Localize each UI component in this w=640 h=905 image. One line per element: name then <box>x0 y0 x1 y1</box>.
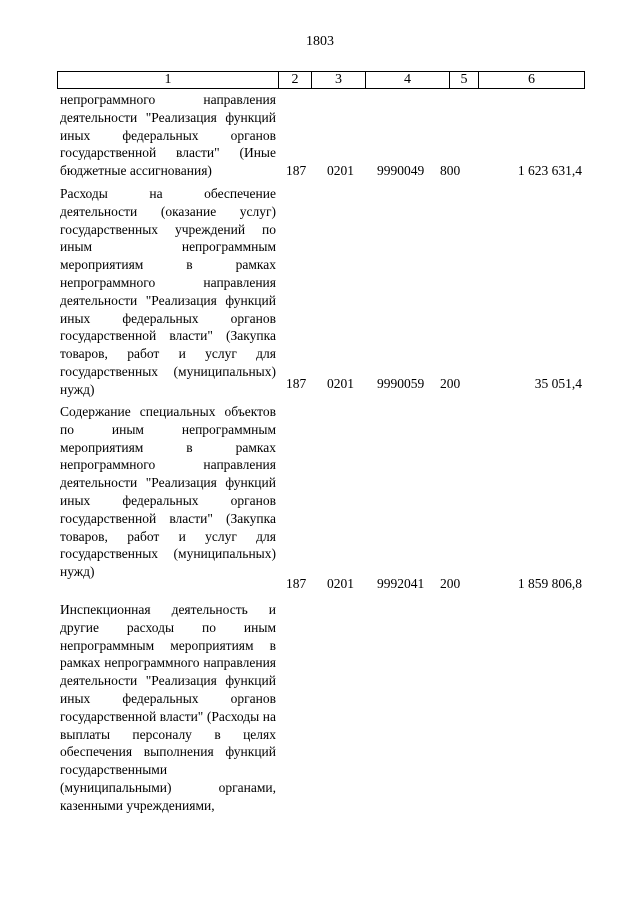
row-amount: 1 859 806,8 <box>517 576 582 591</box>
row-target-code: 9992041 <box>377 576 425 591</box>
row-description: непрограммного направления деятельности "Реализация функций иных федеральных органов государственной власти" (Иные бюджетные ассигнования) <box>60 92 276 179</box>
header-col-2: 2 <box>279 72 312 88</box>
row-admin-code: 187 <box>286 576 307 591</box>
row-admin-code: 187 <box>286 376 307 391</box>
header-col-1: 1 <box>58 72 279 88</box>
header-col-6: 6 <box>528 72 535 87</box>
row-target-code: 9990059 <box>377 376 425 391</box>
row-section-code: 0201 <box>327 163 354 178</box>
row-expense-type: 200 <box>440 576 461 591</box>
row-section-code: 0201 <box>327 576 354 591</box>
row-amount: 1 623 631,4 <box>517 163 582 178</box>
row-description: Инспекционная деятельность и другие расходы по иным непрограммным мероприятиям в рамках непрограммного направления деятельности "Реализация функций иных федеральных органов государственной власти" (Расходы на выплаты персоналу в целях обеспечения выполнения функций государственными (муниципальными) органами, казенными учреждениями, <box>60 602 276 813</box>
table-header <box>57 71 585 89</box>
row-description: Расходы на обеспечение деятельности (оказание услуг) государственных учреждений по иным непрограммным мероприятиям в рамках непрограммного направления деятельности "Реализация функций иных федеральных органов государственной власти" (Закупка товаров, работ и услуг для государственных (муниципальных) нужд) <box>60 186 276 397</box>
row-expense-type: 200 <box>440 376 461 391</box>
header-col-5: 5 <box>450 72 479 88</box>
row-section-code: 0201 <box>327 376 354 391</box>
row-target-code: 9990049 <box>377 163 425 178</box>
page-number: 1803 <box>306 34 334 49</box>
header-col-3: 3 <box>312 72 366 88</box>
row-admin-code: 187 <box>286 163 307 178</box>
row-expense-type: 800 <box>440 163 461 178</box>
row-description: Содержание специальных объектов по иным непрограммным мероприятиям в рамках непрограммного направления деятельности "Реализация функций иных федеральных органов государственной власти" (Закупка товаров, работ и услуг для государственных (муниципальных) нужд) <box>60 404 276 580</box>
row-amount: 35 051,4 <box>534 376 582 391</box>
header-col-4: 4 <box>366 72 450 88</box>
